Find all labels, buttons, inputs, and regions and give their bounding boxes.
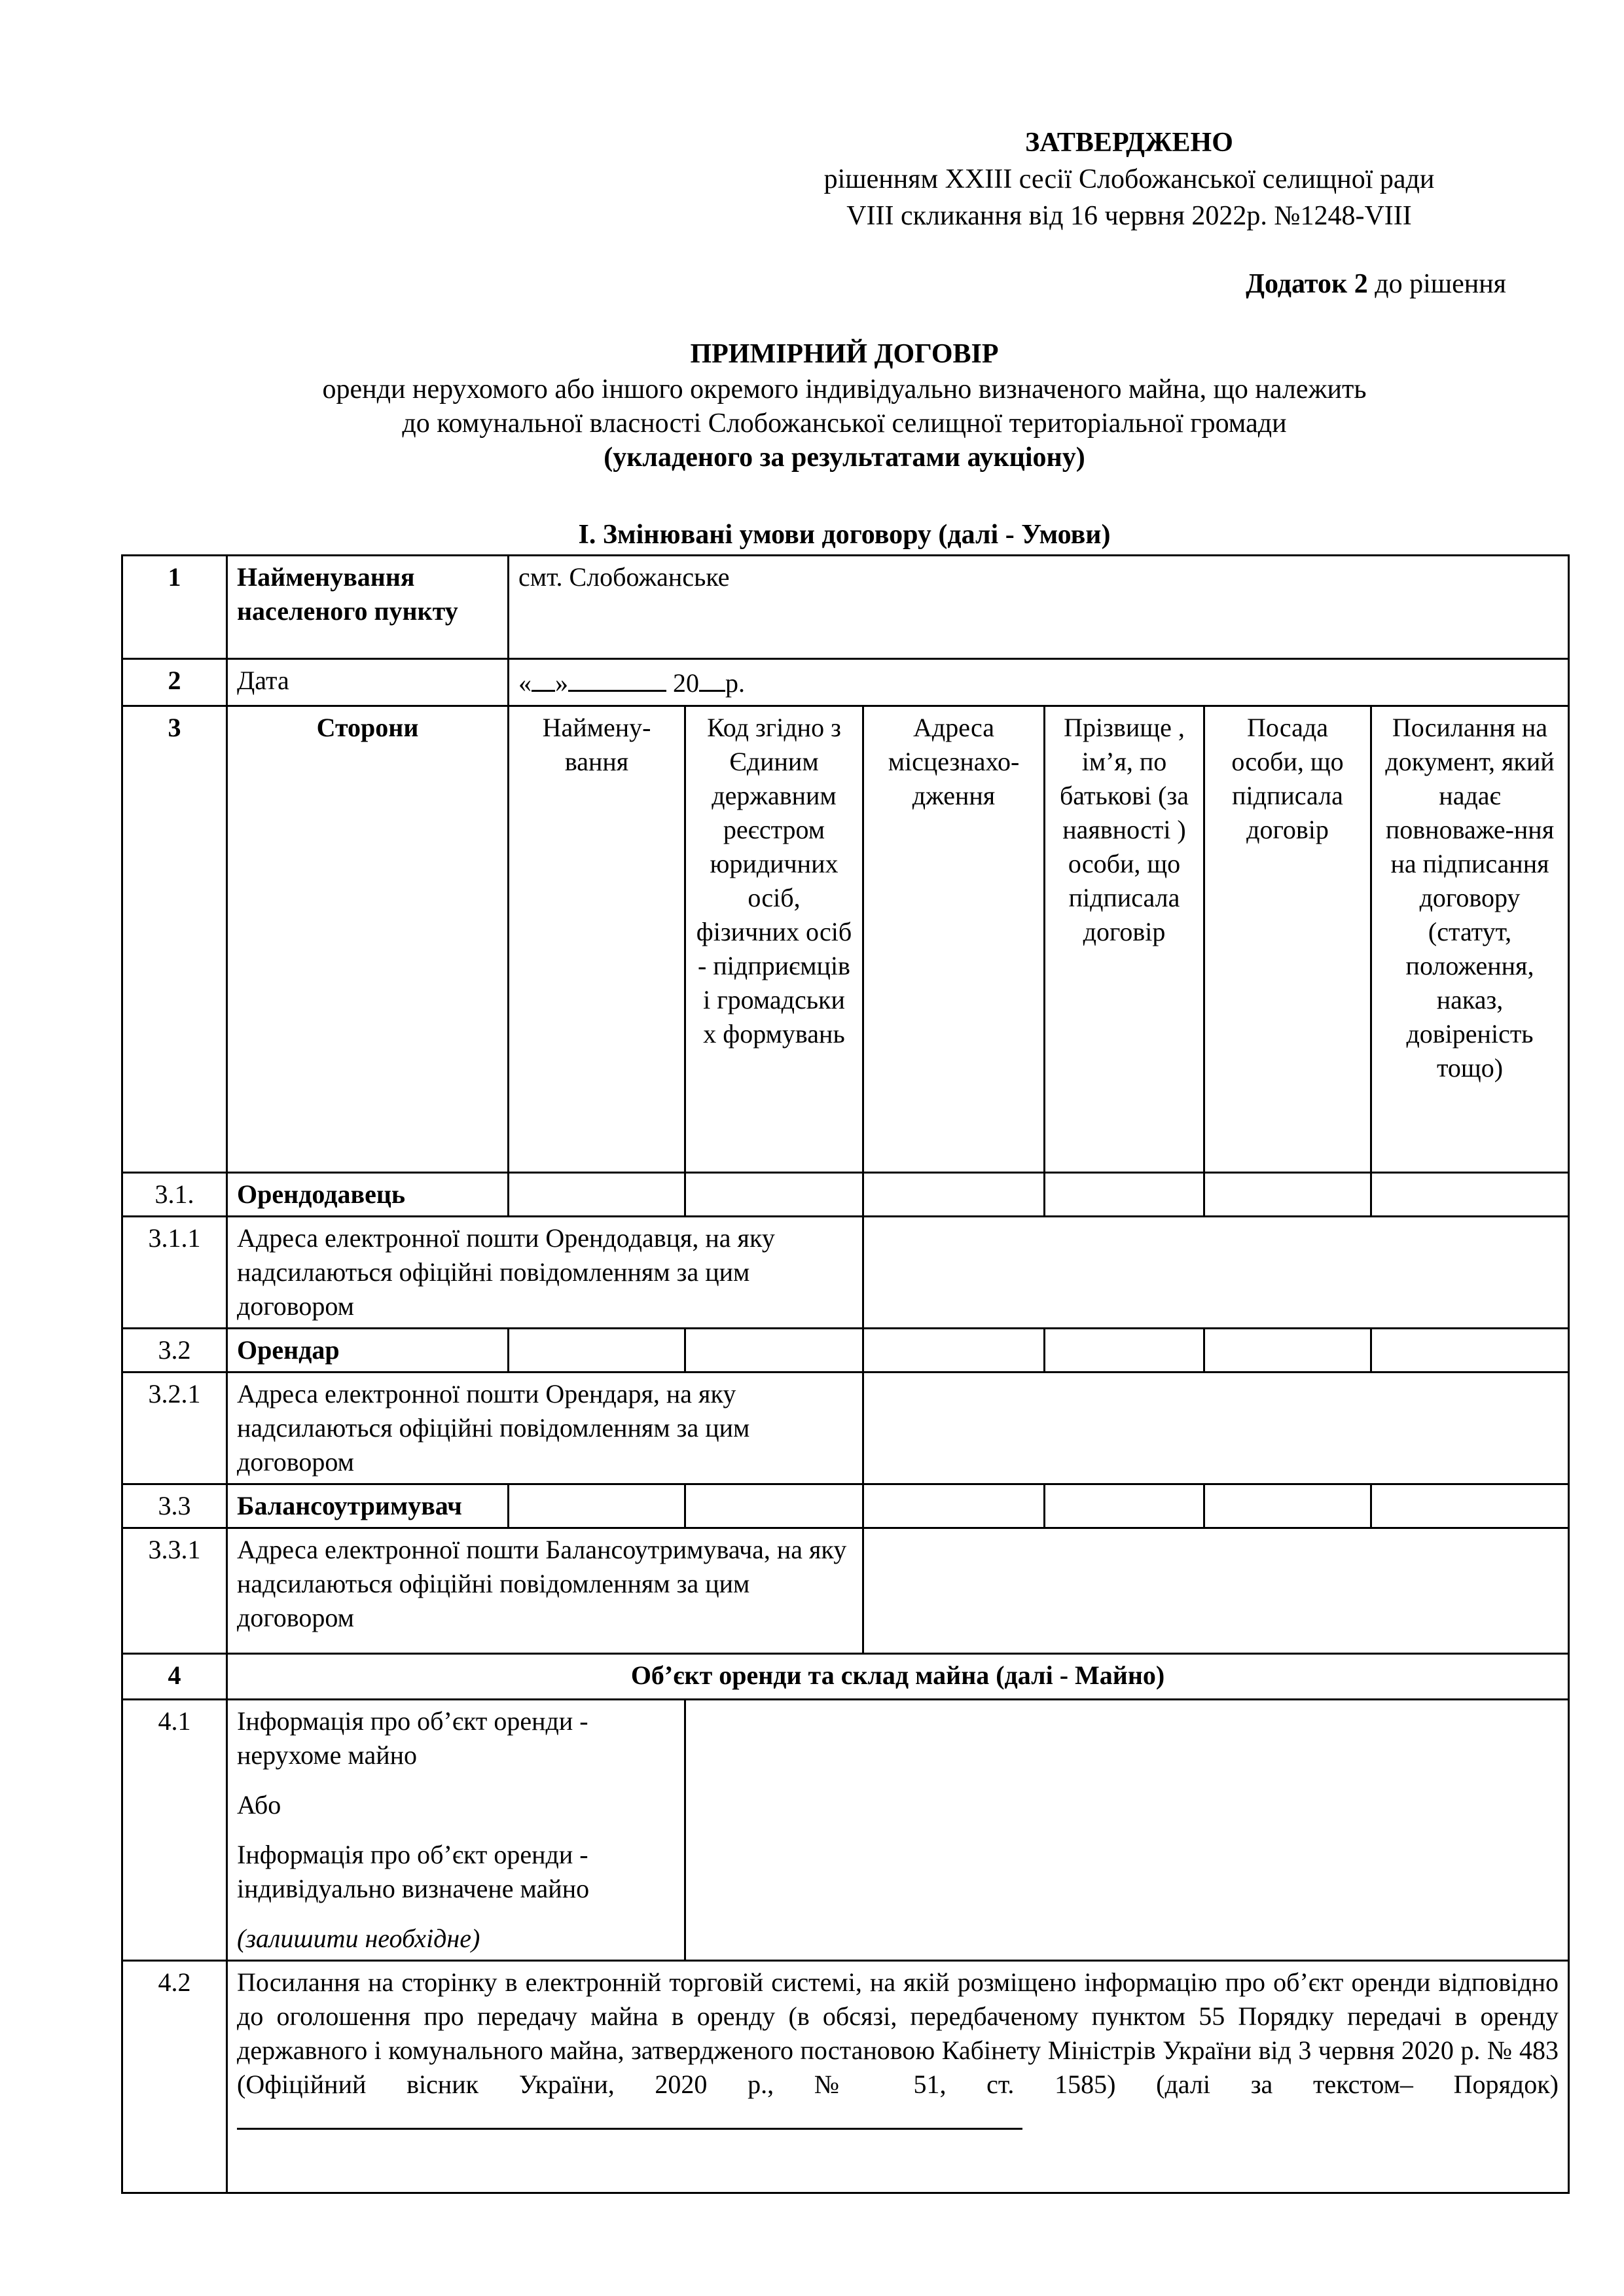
date-field[interactable]: [509, 659, 1569, 706]
lessee-email-cell[interactable]: [863, 1372, 1569, 1484]
column-header-authority-document: Посилання на документ, який надає повноваже-ння на підписання договору (статут, положення, наказ, довіреність тощо): [1371, 706, 1569, 1173]
date-suffix: р.: [725, 668, 745, 698]
lessor-code-cell[interactable]: [685, 1173, 863, 1217]
holder-authority-cell[interactable]: [1371, 1484, 1569, 1528]
row-number: 3: [122, 706, 227, 1173]
holder-signatory-cell[interactable]: [1045, 1484, 1204, 1528]
row-label: Адреса електронної пошти Орендаря, на яку надсилаються офіційні повідомленням за цим договором: [227, 1372, 863, 1484]
row-number: 3.3: [122, 1484, 227, 1528]
row-number: 4: [122, 1654, 227, 1700]
column-header-name: Наймену-вання: [509, 706, 685, 1173]
approved-title: ЗАТВЕРДЖЕНО: [1025, 128, 1233, 158]
option-real-estate: Інформація про об’єкт оренди - нерухоме майно: [237, 1706, 588, 1770]
lessor-position-cell[interactable]: [1204, 1173, 1371, 1217]
row-number: 3.3.1: [122, 1528, 227, 1654]
document-subtitle-line1: оренди нерухомого або іншого окремого індивідуально визначеного майна, що належить: [322, 374, 1367, 404]
option-or: Або: [237, 1790, 281, 1820]
appendix-number: Додаток 2: [1246, 269, 1368, 299]
date-year-blank[interactable]: [699, 664, 725, 692]
lessee-signatory-cell[interactable]: [1045, 1329, 1204, 1372]
trading-system-link-blank[interactable]: [237, 2102, 1022, 2130]
section-label: Об’єкт оренди та склад майна (далі - Майно): [227, 1654, 1569, 1700]
row-number: 4.2: [122, 1961, 227, 2193]
row-label: Дата: [227, 659, 509, 706]
document-title: ПРИМІРНИЙ ДОГОВІР: [690, 339, 999, 369]
lessor-authority-cell[interactable]: [1371, 1173, 1569, 1217]
date-month-blank[interactable]: [568, 664, 666, 692]
table-row-balance-holder: [122, 1484, 1569, 1528]
trading-system-link-cell: [227, 1961, 1569, 2193]
column-header-signatory-position: Посада особи, що підписала договір: [1204, 706, 1371, 1173]
row-label: Орендар: [227, 1329, 509, 1372]
settlement-value[interactable]: смт. Слобожанське: [509, 556, 1569, 659]
table-row-balance-holder-email: [122, 1528, 1569, 1654]
document-heading: [121, 337, 1568, 475]
row-label: Сторони: [227, 706, 509, 1173]
row-label: Балансоутримувач: [227, 1484, 509, 1528]
row-number: 2: [122, 659, 227, 706]
lessor-email-cell[interactable]: [863, 1217, 1569, 1329]
row-label: Адреса електронної пошти Орендодавця, на яку надсилаються офіційні повідомленням за цим договором: [227, 1217, 863, 1329]
lessee-authority-cell[interactable]: [1371, 1329, 1569, 1372]
row-number: 3.2.1: [122, 1372, 227, 1484]
holder-position-cell[interactable]: [1204, 1484, 1371, 1528]
section-title: І. Змінювані умови договору (далі - Умови): [578, 520, 1111, 550]
approved-decision-line2: VIII скликання від 16 червня 2022р. №1248-VIII: [846, 201, 1412, 231]
lessee-position-cell[interactable]: [1204, 1329, 1371, 1372]
date-quote-close: »: [555, 668, 568, 698]
column-header-signatory-name: Прізвище , ім’я, по батькові (за наявності ) особи, що підписала договір: [1045, 706, 1204, 1173]
holder-address-cell[interactable]: [863, 1484, 1045, 1528]
trading-system-link-text: Посилання на сторінку в електронній торговій системі, на якій розміщено інформацію про об’єкт оренди відповідно до оголошення про передачу майна в оренду (в обсязі, передбаченому пунктом 55 Порядку передачі в оренду державного і комунального майна, затвердженого постановою Кабінету Міністрів України від 3 червня 2020 р. № 483 (Офіційний вісник України, 2020 р., № 51, ст. 1585) (далі за текстом– Порядок): [237, 1967, 1559, 2099]
row-number: 3.2: [122, 1329, 227, 1372]
table-row-trading-system-link: [122, 1961, 1569, 2193]
document-subtitle-line2: до комунальної власності Слобожанської селищної територіальної громади: [402, 408, 1287, 439]
document-subtitle-line3: (укладеного за результатами аукціону): [604, 442, 1085, 473]
table-row-lessor: [122, 1173, 1569, 1217]
lessor-address-cell[interactable]: [863, 1173, 1045, 1217]
table-row-settlement: [122, 556, 1569, 659]
column-header-registry-code: Код згідно з Єдиним державним реєстром юридичних осіб, фізичних осіб - підприємців і громадськи х формувань: [685, 706, 863, 1173]
holder-name-cell[interactable]: [509, 1484, 685, 1528]
table-row-lessor-email: [122, 1217, 1569, 1329]
date-year-prefix: 20: [673, 668, 699, 698]
option-movable-property: Інформація про об’єкт оренди - індивідуально визначене майно: [237, 1840, 590, 1903]
option-note: (залишити необхідне): [237, 1924, 480, 1953]
row-number: 1: [122, 556, 227, 659]
lessee-code-cell[interactable]: [685, 1329, 863, 1372]
row-label: Орендодавець: [227, 1173, 509, 1217]
row-number: 3.1.: [122, 1173, 227, 1217]
row-number: 4.1: [122, 1700, 227, 1961]
table-row-date: [122, 659, 1569, 706]
table-row-lease-object-section: [122, 1654, 1569, 1700]
holder-email-cell[interactable]: [863, 1528, 1569, 1654]
appendix-rest: до рішення: [1367, 269, 1506, 299]
table-row-lessee: [122, 1329, 1569, 1372]
table-row-lessee-email: [122, 1372, 1569, 1484]
lease-object-value[interactable]: [685, 1700, 1569, 1961]
date-quote-open: «: [518, 668, 532, 698]
row-label: Адреса електронної пошти Балансоутримувача, на яку надсилаються офіційні повідомленням за цим договором: [227, 1528, 863, 1654]
row-label: Найменування населеного пункту: [227, 556, 509, 659]
table-row-lease-object-info: [122, 1700, 1569, 1961]
appendix-label: [1246, 268, 1506, 300]
column-header-address: Адреса місцезнахо-дження: [863, 706, 1045, 1173]
lessee-name-cell[interactable]: [509, 1329, 685, 1372]
lessor-signatory-cell[interactable]: [1045, 1173, 1204, 1217]
table-row-parties-header: [122, 706, 1569, 1173]
approved-decision-line1: рішенням XXIII сесії Слобожанської селищної ради: [823, 164, 1435, 194]
contract-terms-table: [121, 554, 1570, 2194]
approval-block: [753, 124, 1506, 234]
row-number: 3.1.1: [122, 1217, 227, 1329]
lease-object-options: [227, 1700, 685, 1961]
date-day-blank[interactable]: [532, 664, 555, 692]
holder-code-cell[interactable]: [685, 1484, 863, 1528]
lessor-name-cell[interactable]: [509, 1173, 685, 1217]
lessee-address-cell[interactable]: [863, 1329, 1045, 1372]
